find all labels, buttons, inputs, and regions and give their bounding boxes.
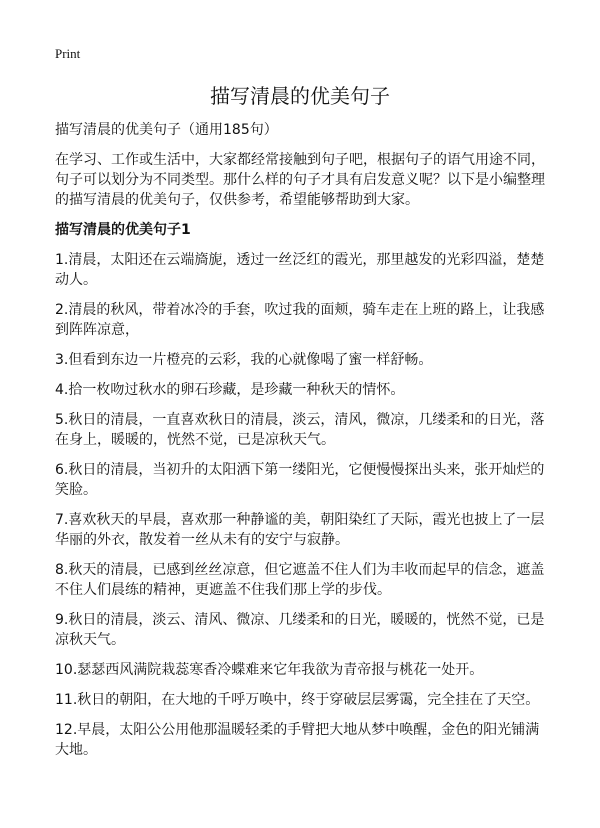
sentence-item: 10.瑟瑟西风满院栽蕊寒香冷蝶难来它年我欲为青帝报与桃花一处开。 — [55, 662, 484, 678]
sentence-item: 3.但看到东边一片橙亮的云彩，我的心就像喝了蜜一样舒畅。 — [55, 352, 433, 368]
sentence-item: 5.秋日的清晨，一直喜欢秋日的清晨，淡云，清风，微凉，几缕柔和的日光，落在身上，暖暖的，恍然不觉，已是凉秋天气。 — [55, 412, 545, 448]
sentence-item: 8.秋天的清晨，已感到丝丝凉意，但它遮盖不住人们为丰收而起早的信念，遮盖不住人们晨练的精神，更遮盖不住我们那上学的步伐。 — [55, 562, 545, 598]
section-heading: 描写清晨的优美句子1 — [55, 222, 191, 238]
sentence-item: 4.拾一枚吻过秋水的卵石珍藏，是珍藏一种秋天的情怀。 — [55, 382, 405, 398]
sentence-item: 6.秋日的清晨，当初升的太阳洒下第一缕阳光，它便慢慢探出头来，张开灿烂的笑脸。 — [55, 462, 545, 498]
subtitle: 描写清晨的优美句子（通用185句） — [55, 122, 278, 138]
sentence-item: 11.秋日的朝阳，在大地的千呼万唤中，终于穿破层层雾霭，完全挂在了天空。 — [55, 692, 540, 708]
sentence-item: 12.早晨，太阳公公用他那温暖轻柔的手臂把大地从梦中唤醒，金色的阳光铺满大地。 — [55, 722, 540, 758]
sentence-item: 2.清晨的秋风，带着冰冷的手套，吹过我的面颊，骑车走在上班的路上，让我感到阵阵凉意， — [55, 302, 545, 338]
page-title: 描写清晨的优美句子 — [210, 84, 390, 108]
intro-paragraph: 在学习、工作或生活中，大家都经常接触到句子吧，根据句子的语气用途不同，句子可以划分为不同类型。那什么样的句子才具有启发意义呢？以下是小编整理的描写清晨的优美句子，仅供参考，希望能够帮助到大家。 — [55, 152, 545, 208]
article-body — [55, 120, 547, 770]
sentence-item: 1.清晨，太阳还在云端旖旎，透过一丝泛红的霞光，那里越发的光彩四溢，楚楚动人。 — [55, 252, 545, 288]
sentence-item: 7.喜欢秋天的早晨，喜欢那一种静谧的美，朝阳染红了天际，霞光也披上了一层华丽的外衣，散发着一丝从未有的安宁与寂静。 — [55, 512, 545, 548]
sentence-item: 9.秋日的清晨，淡云、清风、微凉、几缕柔和的日光，暖暖的，恍然不觉，已是凉秋天气。 — [55, 612, 545, 648]
print-link[interactable]: Print — [55, 46, 81, 61]
